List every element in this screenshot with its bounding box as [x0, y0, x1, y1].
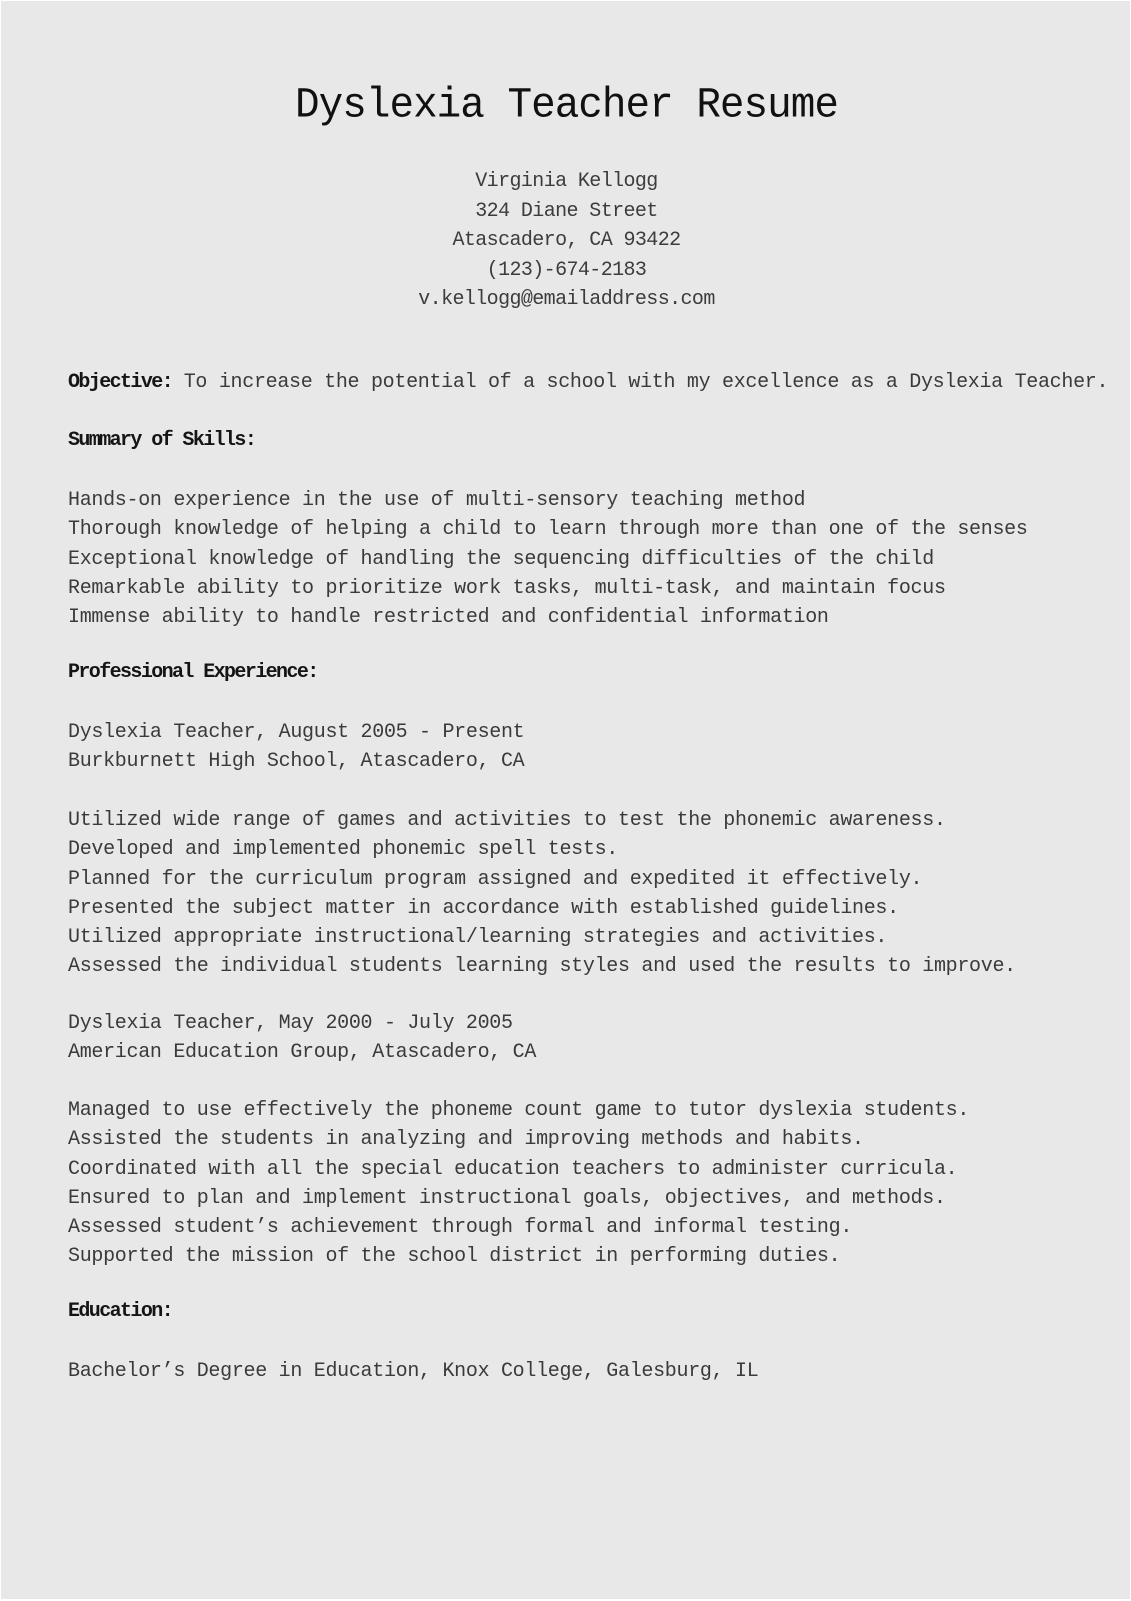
job-employer: American Education Group, Atascadero, CA [68, 1041, 537, 1065]
contact-street: 324 Diane Street [475, 199, 658, 223]
duty-item: Utilized appropriate instructional/learning strategies and activities. [68, 926, 888, 950]
duty-item: Utilized wide range of games and activities to test the phonemic awareness. [68, 809, 946, 832]
skill-item: Remarkable ability to prioritize work tasks, multi-task, and maintain focus [68, 576, 946, 600]
objective-line [68, 371, 1108, 394]
skills-heading: Summary of Skills: [68, 429, 256, 452]
resume-page [1, 1, 1130, 1599]
contact-name: Virginia Kellogg [475, 170, 658, 193]
duty-item: Coordinated with all the special education teachers to administer curricula. [68, 1157, 958, 1181]
skill-item: Thorough knowledge of helping a child to learn through more than one of the senses [68, 518, 1028, 542]
job-2-header [68, 1009, 536, 1068]
experience-heading: Professional Experience: [68, 661, 318, 684]
contact-phone: (123)-674-2183 [486, 258, 647, 282]
duty-item: Planned for the curriculum program assigned and expedited it effectively. [68, 867, 923, 891]
skill-item: Hands-on experience in the use of multi-sensory teaching method [68, 489, 806, 512]
contact-block [1, 167, 1131, 315]
duty-item: Ensured to plan and implement instructional goals, objectives, and methods. [68, 1186, 946, 1210]
duty-item: Managed to use effectively the phoneme count game to tutor dyslexia students. [68, 1099, 970, 1122]
job-employer: Burkburnett High School, Atascadero, CA [68, 750, 525, 774]
duty-item: Assisted the students in analyzing and improving methods and habits. [68, 1128, 864, 1152]
skill-item: Immense ability to handle restricted and confidential information [68, 606, 829, 630]
duty-item: Presented the subject matter in accordance with established guidelines. [68, 896, 899, 920]
duty-item: Assessed student’s achievement through formal and informal testing. [68, 1216, 853, 1240]
job-1-header [68, 718, 524, 777]
education-heading: Education: [68, 1300, 173, 1323]
job-title-dates: Dyslexia Teacher, August 2005 - Present [68, 721, 525, 744]
resume-title: Dyslexia Teacher Resume [295, 81, 838, 131]
job-1-duties [68, 806, 1016, 982]
job-2-duties [68, 1096, 969, 1272]
contact-email: v.kellogg@emailaddress.com [418, 288, 715, 311]
education-item: Bachelor’s Degree in Education, Knox College, Galesburg, IL [68, 1360, 759, 1383]
duty-item: Assessed the individual students learning styles and used the results to improve. [68, 955, 1016, 979]
contact-city-state-zip: Atascadero, CA 93422 [452, 229, 681, 252]
skills-list [68, 486, 1028, 632]
objective-label: Objective: [68, 371, 173, 394]
objective-text: To increase the potential of a school with my excellence as a Dyslexia Teacher. [172, 371, 1109, 394]
duty-item: Developed and implemented phonemic spell tests. [68, 838, 618, 862]
skill-item: Exceptional knowledge of handling the sequencing difficulties of the child [68, 547, 934, 571]
education-list [68, 1357, 758, 1386]
duty-item: Supported the mission of the school district in performing duties. [68, 1245, 841, 1269]
job-title-dates: Dyslexia Teacher, May 2000 - July 2005 [68, 1012, 513, 1035]
